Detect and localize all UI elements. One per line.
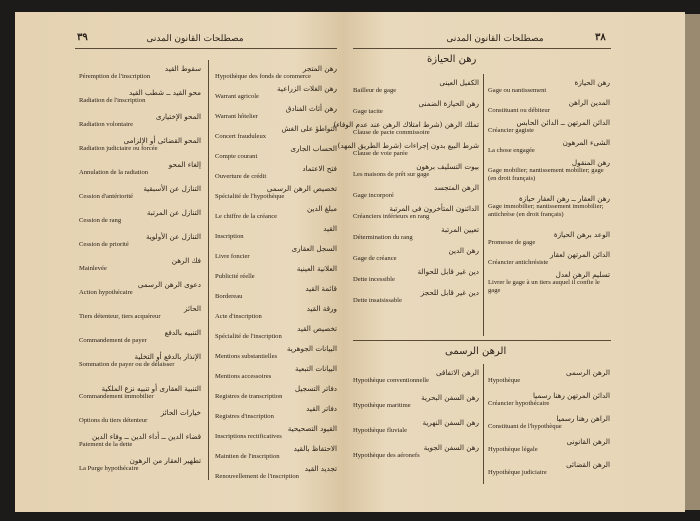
term-french: Ouverture de crédit — [215, 173, 267, 180]
right-header-rule — [353, 48, 611, 49]
term-french: Gage immobilier; nantissement immobilier; antichrèse (en droit français) — [488, 203, 604, 218]
term-french: Livrer le gage à un tiers auquel il confie le gage — [488, 279, 600, 294]
term-arabic: الراهن رهنا رسميا — [556, 414, 610, 423]
term-arabic: رهن السفن البحرية — [421, 393, 479, 402]
term-arabic: تخصيص القيد — [297, 324, 337, 333]
term-french: Cession de priorité — [79, 241, 129, 248]
term-french: Péremption de l'inscription — [79, 73, 151, 80]
term-french: Dette incessible — [353, 276, 395, 283]
page-edge — [685, 14, 700, 510]
term-arabic: رهن أثاث الفنادق — [285, 104, 337, 113]
term-arabic: فتح الاعتماد — [302, 164, 337, 173]
term-french: Maintien de l'inscription — [215, 453, 280, 460]
term-arabic: الحساب الجارى — [290, 144, 337, 153]
term-french: Gage mobilier; nantissement mobilier; gage (en droit français) — [488, 167, 604, 182]
term-arabic: خيارات الحائز — [160, 408, 201, 417]
term-french: Créancier hypothécaire — [488, 400, 550, 407]
left-page — [15, 12, 345, 512]
term-arabic: رهن الغلات الزراعية — [277, 84, 337, 93]
term-arabic: رهن العقار ــ رهن العقار حيازة — [518, 194, 610, 203]
term-french: Hypothèque conventionnelle — [353, 377, 429, 384]
term-french: Cession de rang — [79, 217, 122, 224]
term-arabic: الدائن المرتهن رهنا رسميا — [532, 391, 610, 400]
term-arabic: الإنذار بالدفع أو التخلية — [134, 352, 201, 361]
term-arabic: التنازل عن الأولوية — [145, 232, 201, 241]
term-french: Hypothèque légale — [488, 446, 538, 453]
term-arabic: الحائز — [184, 304, 201, 313]
term-french: Créancier gagiste — [488, 127, 534, 134]
term-arabic: تخصيص الرهن الرسمى — [266, 184, 337, 193]
term-french: Action hypothécaire — [79, 289, 133, 296]
term-french: Warrant hôtelier — [215, 113, 258, 120]
term-arabic: تسليم الرهن لعدل — [555, 270, 610, 279]
term-french: Les maisons de prêt sur gage — [353, 171, 430, 178]
term-french: Acte d'inscription — [215, 313, 262, 320]
term-french: Radiation judiciaire ou forcée — [79, 145, 158, 152]
term-french: Constituant ou débiteur — [488, 107, 550, 114]
term-arabic: فك الرهن — [171, 256, 201, 265]
term-french: Radiation de l'inscription — [79, 97, 146, 104]
term-arabic: التنبيه بالدفع — [164, 328, 201, 337]
term-french: Inscription — [215, 233, 244, 240]
term-arabic: رهن الحيازة — [574, 78, 610, 87]
term-arabic: العلانية العينية — [296, 264, 337, 273]
term-french: Hypothèque maritime — [353, 402, 411, 409]
term-french: Gage incorporé — [353, 192, 394, 199]
term-french: Mentions substantielles — [215, 353, 278, 360]
term-french: Bordereau — [215, 293, 243, 300]
term-arabic: تملك الرهن (شرط امتلاك الرهن عند عدم الوفاء) — [333, 120, 479, 129]
term-arabic: الكفيل العينى — [439, 78, 479, 87]
term-french: Livre foncier — [215, 253, 250, 260]
term-french: Registres d'inscription — [215, 413, 274, 420]
term-french: Annulation de la radiation — [79, 169, 149, 176]
term-arabic: الرهن القانونى — [566, 437, 610, 446]
term-french: Mentions accessoires — [215, 373, 272, 380]
term-arabic: رهن المتجر — [302, 64, 337, 73]
term-arabic: التواطؤ على الغش — [281, 124, 337, 133]
section-rule — [353, 340, 611, 341]
term-arabic: رهن الحيازة الضمنى — [418, 99, 479, 108]
term-arabic: المحو الإختيارى — [155, 112, 201, 121]
term-french: Créancier antichrésiste — [488, 259, 549, 266]
term-arabic: قائمة القيد — [305, 284, 337, 293]
term-french: Le chiffre de la créance — [215, 213, 278, 220]
term-arabic: الرهن المتجسد — [433, 183, 479, 192]
term-french: Gage de créance — [353, 255, 397, 262]
term-french: Paiement de la dette — [79, 441, 133, 448]
term-french: Spécialité de l'inscription — [215, 333, 282, 340]
term-french: Constituant de l'hypothèque — [488, 423, 562, 430]
right-column-divider-top — [483, 74, 484, 336]
right-page-header: مصطلحات القانون المدنى — [446, 34, 544, 44]
term-french: Hypothèque des aéronefs — [353, 452, 420, 459]
term-arabic: دفاتر القيد — [306, 404, 337, 413]
term-arabic: رهن السفن النهرية — [422, 418, 479, 427]
left-column-divider — [208, 60, 209, 480]
term-arabic: دفاتر التسجيل — [294, 384, 337, 393]
right-page — [333, 12, 685, 512]
term-arabic: تطهير العقار من الرهون — [129, 456, 201, 465]
section-title-hypotheque: الرهن الرسمى — [445, 346, 507, 357]
term-arabic: رهن المنقول — [571, 158, 610, 167]
term-arabic: الشىء المرهون — [562, 138, 610, 147]
term-french: Compte courant — [215, 153, 258, 160]
left-page-number: ٣٩ — [77, 32, 88, 43]
term-french: Gage ou nantissement — [488, 87, 547, 94]
term-arabic: دين غير قابل للحجز — [420, 288, 479, 297]
term-arabic: دعوى الرهن الرسمى — [137, 280, 201, 289]
term-french: Promesse de gage — [488, 239, 536, 246]
term-arabic: بيوت التسليف برهون — [416, 162, 479, 171]
term-arabic: سقوط القيد — [164, 64, 201, 73]
term-french: Clause de pacte commissoire — [353, 129, 430, 136]
term-french: Gage tacite — [353, 108, 383, 115]
term-french: Options du tiers détenteur — [79, 417, 148, 424]
term-french: Tiers détenteur, tiers acquéreur — [79, 313, 161, 320]
term-french: Publicité réelle — [215, 273, 255, 280]
term-arabic: الدائن المرتهن لعقار — [549, 250, 610, 259]
term-french: Hypothèque judiciaire — [488, 469, 547, 476]
term-french: Hypothèque des fonds de commerce — [215, 73, 311, 80]
left-header-rule — [75, 48, 337, 49]
term-french: Spécialité de l'hypothèque — [215, 193, 285, 200]
term-arabic: تجديد القيد — [304, 464, 337, 473]
right-column-divider-bottom — [483, 364, 484, 484]
term-french: Concert frauduleux — [215, 133, 267, 140]
term-arabic: الوعد برهن الحيازة — [553, 230, 610, 239]
term-arabic: المدين الراهن — [568, 98, 610, 107]
term-french: Créanciers inférieurs en rang — [353, 213, 430, 220]
term-arabic: رهن الدين — [448, 246, 479, 255]
term-french: Commandement de payer — [79, 337, 147, 344]
term-arabic: التنازل عن المرتبة — [146, 208, 201, 217]
term-french: Hypothèque — [488, 377, 521, 384]
term-french: Détermination du rang — [353, 234, 413, 241]
term-arabic: تعيين المرتبة — [441, 225, 479, 234]
term-french: Dette insaisissable — [353, 297, 402, 304]
term-arabic: إلغاء المحو — [168, 160, 201, 169]
term-arabic: الاحتفاظ بالقيد — [293, 444, 337, 453]
term-french: Hypothèque fluviale — [353, 427, 408, 434]
term-arabic: البيانات التبعية — [295, 364, 337, 373]
term-arabic: الرهن الرسمى — [565, 368, 610, 377]
term-arabic: دين غير قابل للحوالة — [417, 267, 479, 276]
term-french: Clause de voie parée — [353, 150, 408, 157]
term-french: Cession d'antériorité — [79, 193, 134, 200]
term-french: Registres de transcription — [215, 393, 283, 400]
term-french: Warrant agricole — [215, 93, 259, 100]
term-french: Radiation volontaire — [79, 121, 134, 128]
term-arabic: رهن السفن الجوية — [423, 443, 479, 452]
term-arabic: الرهن الاتفاقى — [435, 368, 479, 377]
section-title-gage: رهن الحيازة — [427, 54, 477, 65]
term-arabic: البيانات الجوهرية — [286, 344, 337, 353]
term-arabic: مبلغ الدين — [307, 204, 337, 213]
term-arabic: شرط البيع بدون إجراءات (شرط الطريق المهد) — [337, 141, 479, 150]
term-arabic: ورقة القيد — [306, 304, 337, 313]
left-page-header: مصطلحات القانون المدنى — [146, 34, 244, 44]
right-page-number: ٣٨ — [595, 32, 606, 43]
term-arabic: السجل العقارى — [291, 244, 337, 253]
term-arabic: التنبية العقارى أو تنبيه نزع الملكية — [101, 384, 201, 393]
term-arabic: الرهن القضائى — [566, 460, 610, 469]
term-arabic: القيد — [323, 224, 337, 233]
term-french: Sommation de payer ou de délaisser — [79, 361, 175, 368]
term-french: Commandement immobilier — [79, 393, 154, 400]
term-arabic: التنازل عن الأسبقية — [143, 184, 201, 193]
term-french: Bailleur de gage — [353, 87, 397, 94]
term-french: La chose engagée — [488, 147, 535, 154]
term-french: Mainlevée — [79, 265, 107, 272]
term-arabic: الدائنون المتأخرون فى المرتبة — [389, 204, 479, 213]
term-arabic: المحو القضائى أو الإلزامى — [123, 136, 201, 145]
term-arabic: القيود التصحيحية — [287, 424, 337, 433]
term-french: La Purge hypothécaire — [79, 465, 139, 472]
term-arabic: محو القيد ــ شطب القيد — [128, 88, 201, 97]
term-arabic: قضاء الدين ــ أداء الدين ــ وفاء الدين — [92, 432, 201, 441]
term-french: Inscriptions rectificatives — [215, 433, 282, 440]
term-arabic: الدائن المرتهن ــ الدائن الحابس — [516, 118, 610, 127]
term-french: Renouvellement de l'inscription — [215, 473, 299, 480]
